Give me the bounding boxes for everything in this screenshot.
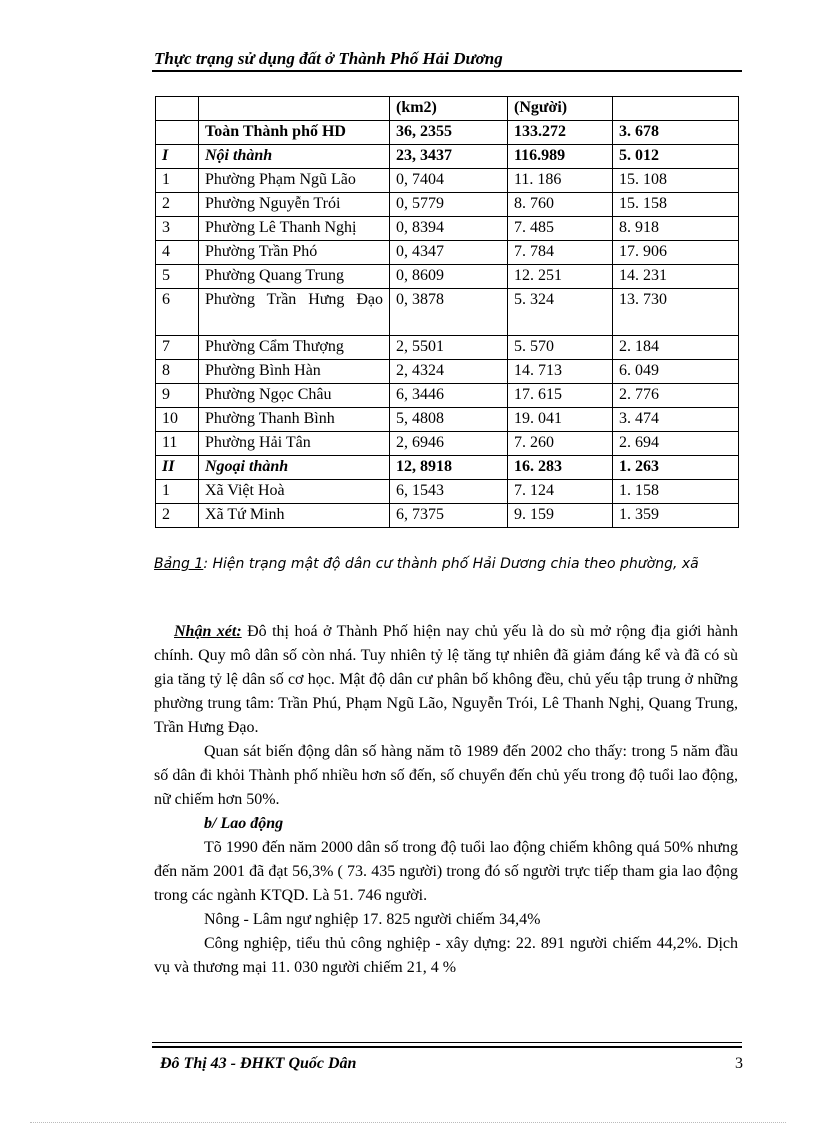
paragraph: Nông - Lâm ngư nghiệp 17. 825 người chiếm 34,4% <box>204 911 541 928</box>
table-cell: 2. 694 <box>613 432 739 456</box>
table-cell: 0, 4347 <box>390 241 508 265</box>
table-cell: 9. 159 <box>508 504 613 528</box>
table-cell: 6 <box>156 289 199 336</box>
paragraph <box>154 620 738 740</box>
table-cell: Phường Bình Hàn <box>199 360 390 384</box>
table-cell: 0, 7404 <box>390 169 508 193</box>
table-cell: 7. 784 <box>508 241 613 265</box>
table-cell: 11. 186 <box>508 169 613 193</box>
paragraph: Tõ 1990 đến năm 2000 dân số trong độ tuổi lao động chiếm không quá 50% nhưng đến năm 2001 đã đạt 56,3% ( 73. 435 người) trong đó số người trực tiếp tham gia lao động trong các ngành KTQD. Là 51. 746 người. <box>154 839 738 904</box>
table-cell: 6, 3446 <box>390 384 508 408</box>
table-cell: 15. 108 <box>613 169 739 193</box>
table-row <box>156 432 739 456</box>
table-cell: 10 <box>156 408 199 432</box>
table-cell: 133.272 <box>508 121 613 145</box>
table-cell: 5. 324 <box>508 289 613 336</box>
remark-text: Đô thị hoá ở Thành Phố hiện nay chủ yếu là do sù mở rộng địa giới hành chính. Quy mô dân số còn nhá. Tuy nhiên tỷ lệ tăng tự nhiên đã giảm đáng kể và đã có sù gia tăng tỷ lệ dân số cơ học. Mật độ dân cư phân bố không đều, chủ yếu tập trung ở những phường trung tâm: Trần Phú, Phạm Ngũ Lão, Nguyễn Trói, Lê Thanh Nghị, Quang Trung, Trần Hưng Đạo. <box>154 623 738 736</box>
table-row <box>156 265 739 289</box>
footer-title: Đô Thị 43 - ĐHKT Quốc Dân <box>160 1055 357 1072</box>
table-cell: II <box>156 456 199 480</box>
table-cell: 17. 615 <box>508 384 613 408</box>
paragraph: Quan sát biến động dân số hàng năm tõ 1989 đến 2002 cho thấy: trong 5 năm đầu số dân đi khỏi Thành phố nhiều hơn số đến, số chuyển đến chủ yếu trong độ tuổi lao động, nữ chiếm hơn 50%. <box>154 743 738 808</box>
paragraph: Công nghiệp, tiểu thủ công nghiệp - xây dựng: 22. 891 người chiếm 44,2%. Dịch vụ và thương mại 11. 030 người chiếm 21, 4 % <box>154 935 738 976</box>
caption-label: Bảng 1 <box>154 556 204 572</box>
table-cell: 5 <box>156 265 199 289</box>
body-text <box>154 620 738 980</box>
table-cell: 6, 7375 <box>390 504 508 528</box>
table-cell <box>156 121 199 145</box>
table-caption <box>154 553 738 575</box>
table-cell: 1. 359 <box>613 504 739 528</box>
table-cell: 5. 570 <box>508 336 613 360</box>
table-cell: 2 <box>156 504 199 528</box>
table-cell: Phường Lê Thanh Nghị <box>199 217 390 241</box>
table-cell: 2. 184 <box>613 336 739 360</box>
table-cell: Phường Nguyễn Trói <box>199 193 390 217</box>
table-cell: 1 <box>156 169 199 193</box>
table-row <box>156 336 739 360</box>
footer-rule <box>152 1042 742 1043</box>
table-cell: 2, 6946 <box>390 432 508 456</box>
table-cell: 2 <box>156 193 199 217</box>
table-row <box>156 289 739 336</box>
table-cell: Nội thành <box>199 145 390 169</box>
table-cell: 7. 485 <box>508 217 613 241</box>
table-cell: 7 <box>156 336 199 360</box>
table-cell: I <box>156 145 199 169</box>
remark-label: Nhận xét: <box>174 623 242 640</box>
table-cell: 5, 4808 <box>390 408 508 432</box>
table-cell <box>156 97 199 121</box>
table-cell: Phường Ngọc Châu <box>199 384 390 408</box>
table-cell: 6, 1543 <box>390 480 508 504</box>
table-cell: 12. 251 <box>508 265 613 289</box>
table-cell: 2, 5501 <box>390 336 508 360</box>
table-cell: Xã Việt Hoà <box>199 480 390 504</box>
table-cell: 3. 474 <box>613 408 739 432</box>
table-row <box>156 169 739 193</box>
table-cell: Phường Thanh Bình <box>199 408 390 432</box>
table-cell: 5. 012 <box>613 145 739 169</box>
area-unit-header: (km2) <box>390 97 508 121</box>
table-cell: 3 <box>156 217 199 241</box>
table-cell: Phường Trần Phó <box>199 241 390 265</box>
table-cell: 11 <box>156 432 199 456</box>
table-cell: 6. 049 <box>613 360 739 384</box>
header-rule <box>152 70 742 72</box>
table-cell: 36, 2355 <box>390 121 508 145</box>
table-row <box>156 408 739 432</box>
table-cell: 12, 8918 <box>390 456 508 480</box>
population-density-table <box>155 96 739 528</box>
table-cell: 0, 5779 <box>390 193 508 217</box>
table-cell: Phường Hải Tân <box>199 432 390 456</box>
table-cell: 1 <box>156 480 199 504</box>
table-cell: 8 <box>156 360 199 384</box>
table-cell: 14. 231 <box>613 265 739 289</box>
table-row <box>156 193 739 217</box>
table-cell: 16. 283 <box>508 456 613 480</box>
footer-rule <box>152 1046 742 1048</box>
table-cell: 1. 263 <box>613 456 739 480</box>
table-cell: Phường Trần Hưng Đạo <box>199 289 390 336</box>
table-cell: 19. 041 <box>508 408 613 432</box>
table-cell: 7. 260 <box>508 432 613 456</box>
table-cell: Phường Phạm Ngũ Lão <box>199 169 390 193</box>
table-row <box>156 145 739 169</box>
table-cell: 14. 713 <box>508 360 613 384</box>
table-row <box>156 217 739 241</box>
header-title: Thực trạng sử dụng đất ở Thành Phố Hải Dương <box>154 49 503 68</box>
table-cell: Xã Tứ Minh <box>199 504 390 528</box>
table-cell <box>199 97 390 121</box>
table-cell <box>613 97 739 121</box>
population-unit-header: (Người) <box>508 97 613 121</box>
table-cell: 2. 776 <box>613 384 739 408</box>
table-cell: 116.989 <box>508 145 613 169</box>
table-cell: 13. 730 <box>613 289 739 336</box>
table-cell: 23, 3437 <box>390 145 508 169</box>
table-cell: 8. 918 <box>613 217 739 241</box>
table-cell: 0, 3878 <box>390 289 508 336</box>
table-cell: 1. 158 <box>613 480 739 504</box>
table-cell: 8. 760 <box>508 193 613 217</box>
table-cell: 0, 8609 <box>390 265 508 289</box>
table-row <box>156 360 739 384</box>
table-row <box>156 121 739 145</box>
table-cell: 9 <box>156 384 199 408</box>
table-cell: 4 <box>156 241 199 265</box>
table-cell: 2, 4324 <box>390 360 508 384</box>
table-row <box>156 480 739 504</box>
section-subheading: b/ Lao động <box>204 815 284 832</box>
table-cell: 7. 124 <box>508 480 613 504</box>
table-cell: Phường Quang Trung <box>199 265 390 289</box>
page-number: 3 <box>735 1055 743 1072</box>
table-cell: 15. 158 <box>613 193 739 217</box>
caption-text: : Hiện trạng mật độ dân cư thành phố Hải Dương chia theo phường, xã <box>203 556 699 572</box>
table-header-row <box>156 97 739 121</box>
table-cell: Toàn Thành phố HD <box>199 121 390 145</box>
table-row <box>156 456 739 480</box>
table-row <box>156 504 739 528</box>
table-cell: 0, 8394 <box>390 217 508 241</box>
table-cell: 17. 906 <box>613 241 739 265</box>
table-row <box>156 384 739 408</box>
table-cell: 3. 678 <box>613 121 739 145</box>
table-cell: Ngoại thành <box>199 456 390 480</box>
table-row <box>156 241 739 265</box>
table-cell: Phường Cẩm Thượng <box>199 336 390 360</box>
